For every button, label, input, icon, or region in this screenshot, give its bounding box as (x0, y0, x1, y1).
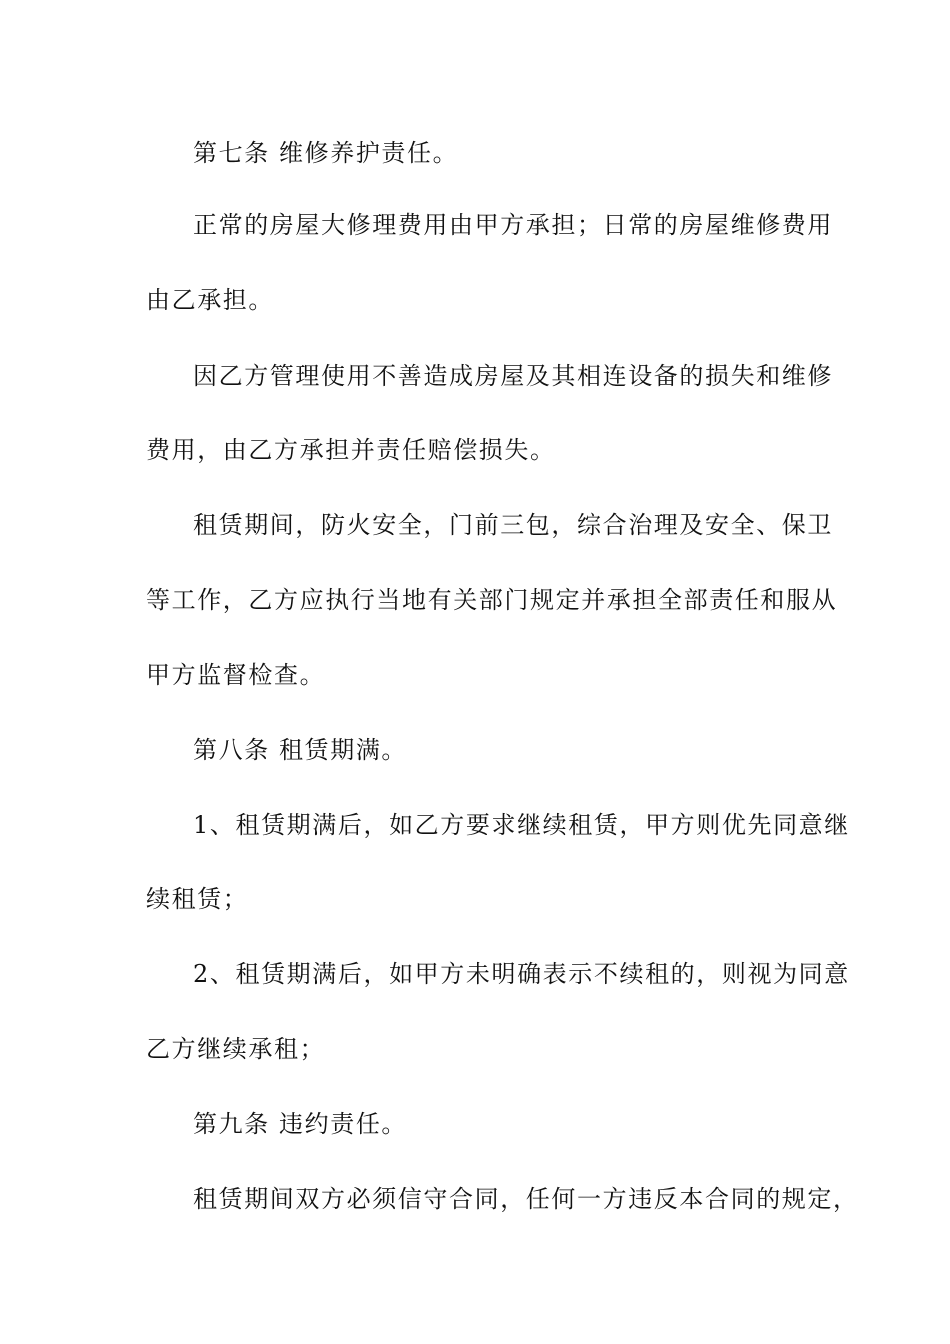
paragraph-line: 续租赁； (146, 885, 249, 913)
article-9-heading: 第九条 违约责任。 (193, 1110, 408, 1138)
paragraph-line: 乙方继续承租； (146, 1035, 326, 1063)
paragraph-line: 正常的房屋大修理费用由甲方承担；日常的房屋维修费用 (193, 211, 833, 239)
paragraph-line: 1、租赁期满后，如乙方要求继续租赁，甲方则优先同意继 (193, 811, 850, 839)
paragraph-line: 由乙承担。 (146, 286, 274, 314)
paragraph-line: 2、租赁期满后，如甲方未明确表示不续租的，则视为同意 (193, 960, 850, 988)
paragraph-line: 因乙方管理使用不善造成房屋及其相连设备的损失和维修 (193, 362, 833, 390)
article-8-heading: 第八条 租赁期满。 (193, 736, 408, 764)
paragraph-line: 等工作，乙方应执行当地有关部门规定并承担全部责任和服从 (146, 586, 838, 614)
article-7-heading: 第七条 维修养护责任。 (193, 139, 459, 167)
paragraph-line: 租赁期间，防火安全，门前三包，综合治理及安全、保卫 (193, 511, 833, 539)
paragraph-line: 甲方监督检查。 (146, 661, 326, 689)
paragraph-line: 费用，由乙方承担并责任赔偿损失。 (146, 436, 556, 464)
paragraph-line: 租赁期间双方必须信守合同，任何一方违反本合同的规定， (193, 1185, 859, 1213)
